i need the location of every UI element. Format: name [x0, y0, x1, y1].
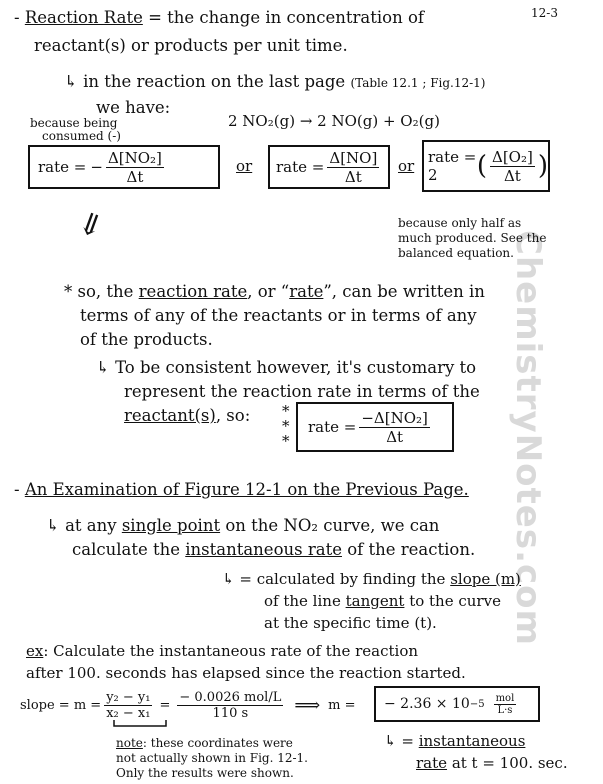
coord-note-line2: not actually shown in Fig. 12-1.	[116, 751, 308, 765]
rate-numerator: Δ[O₂]	[491, 147, 533, 166]
rate-sign: −	[90, 158, 103, 176]
consistent-line1: ↳ To be consistent however, it's customary to	[96, 358, 477, 377]
slope-note-line1: ↳ = calculated by finding the slope (m)	[222, 570, 521, 588]
implies-icon: ⟹	[294, 695, 321, 716]
stars-column: * * *	[282, 402, 290, 450]
rate-numerator: Δ[NO₂]	[107, 148, 162, 167]
slope-denominator: x₂ − x₁	[106, 706, 151, 721]
example-intro-line2: we have:	[96, 98, 171, 117]
term-slope: slope (m)	[450, 570, 521, 588]
arrow-icon: ↳	[96, 358, 110, 377]
arrow-icon: ↳	[64, 72, 78, 91]
customary-rate-box	[296, 402, 454, 452]
examination-heading: - An Examination of Figure 12-1 on the Previous Page.	[14, 480, 469, 499]
consistent-line3: reactant(s), so:	[124, 406, 251, 425]
consistent-line2: represent the reaction rate in terms of the	[124, 382, 480, 401]
slope-note-line3: at the specific time (t).	[264, 614, 437, 632]
term-rate: rate	[416, 754, 448, 772]
example-intro-line1	[64, 72, 486, 91]
summary-line3: of the products.	[80, 330, 213, 349]
intro-text: in the reaction on the last page	[83, 72, 346, 91]
therefore-arrow-icon: ⇓	[72, 204, 109, 247]
definition-line1	[14, 8, 424, 27]
consumed-note-line1: because being	[30, 116, 118, 130]
half-note-line3: balanced equation.	[398, 246, 514, 260]
instant-note-line2: rate at t = 100. sec.	[416, 754, 568, 772]
summary-line2: terms of any of the reactants or in terms of any	[80, 306, 477, 325]
coord-note-line3: Only the results were shown.	[116, 766, 294, 780]
example-line2: after 100. seconds has elapsed since the reaction started.	[26, 664, 466, 682]
or-label-2: or	[398, 157, 415, 175]
arrow-icon: ↳	[384, 732, 397, 750]
rate-prefix: rate = 2	[428, 148, 477, 184]
watermark: ChemistryNotes.com	[508, 230, 548, 646]
rate-prefix: rate =	[276, 158, 325, 176]
term-instantaneous: instantaneous	[418, 732, 526, 750]
bracket-mark	[112, 718, 168, 728]
example-line1: ex: Calculate the instantaneous rate of the reaction	[26, 642, 419, 660]
value-denominator: 110 s	[212, 706, 249, 721]
result-value: − 2.36 × 10	[384, 696, 470, 712]
rate-prefix: rate =	[308, 418, 357, 436]
rate-denominator: Δt	[503, 166, 521, 185]
slope-calculation: slope = m = $\frac{\text{y₂ − y₁}}{\text{x₂ − x₁}}$ = $\frac{\text{− 0.0026 mol/L}}{110 s}$ ⟹ m =	[20, 690, 356, 721]
definition-line2: reactant(s) or products per unit time.	[34, 36, 348, 55]
half-note-line1: because only half as	[398, 216, 522, 230]
rate-prefix: rate =	[38, 158, 87, 176]
rate-numerator: −Δ[NO₂]	[361, 408, 428, 427]
page-number: 12-3	[531, 6, 558, 20]
bullet: -	[14, 8, 20, 27]
term-instantaneous-rate: instantaneous rate	[185, 540, 342, 559]
units-numerator: mol	[495, 692, 515, 704]
arrow-icon: ↳	[222, 570, 235, 588]
rate-numerator: Δ[NO]	[329, 148, 378, 167]
term-reactants: reactant(s)	[124, 406, 216, 425]
rate-box-o2: rate = 2 ( $\frac{\text{Δ[O₂]}}{\Delta t}$ )	[422, 140, 550, 192]
slope-note-line2: of the line tangent to the curve	[264, 592, 501, 610]
term-single-point: single point	[121, 516, 221, 535]
consumed-note-line2: consumed (-)	[42, 129, 121, 143]
summary-line1: * so, the reaction rate, or “rate”, can be written in	[64, 282, 485, 301]
m-equals: m =	[328, 698, 356, 713]
value-numerator: − 0.0026 mol/L	[179, 690, 282, 705]
rate-box-no	[268, 145, 390, 189]
slope-numerator: y₂ − y₁	[106, 690, 151, 705]
section-heading: An Examination of Figure 12-1 on the Previous Page.	[24, 480, 469, 499]
rate-box-no2	[28, 145, 220, 189]
coord-note-line1: note: these coordinates were	[116, 736, 293, 750]
rate-denominator: Δt	[344, 167, 362, 186]
result-box	[374, 686, 540, 722]
term-reaction-rate: reaction rate	[138, 282, 248, 301]
figure-ref: (Table 12.1 ; Fig.12-1)	[350, 76, 486, 90]
units-denominator: L·s	[497, 704, 513, 716]
half-note-line2: much produced. See the	[398, 231, 547, 245]
rate-denominator: Δt	[386, 427, 404, 446]
note-label: note	[116, 736, 143, 750]
single-point-line2: calculate the instantaneous rate of the reaction.	[72, 540, 476, 559]
instant-note-line1: ↳ = instantaneous	[384, 732, 526, 750]
term-tangent: tangent	[345, 592, 405, 610]
single-point-line1: ↳ at any single point on the NO₂ curve, we can	[46, 516, 440, 535]
or-label-1: or	[236, 157, 253, 175]
reaction-equation: 2 NO₂(g) → 2 NO(g) + O₂(g)	[228, 112, 440, 130]
slope-lhs: slope = m =	[20, 698, 102, 713]
example-label: ex	[26, 642, 44, 660]
rate-denominator: Δt	[126, 167, 144, 186]
definition-text: = the change in concentration of	[148, 8, 425, 27]
star-icon: *	[64, 282, 73, 301]
arrow-icon: ↳	[46, 516, 60, 535]
term-reaction-rate: Reaction Rate	[24, 8, 143, 27]
term-rate: rate	[289, 282, 324, 301]
result-exponent: −5	[469, 698, 485, 710]
